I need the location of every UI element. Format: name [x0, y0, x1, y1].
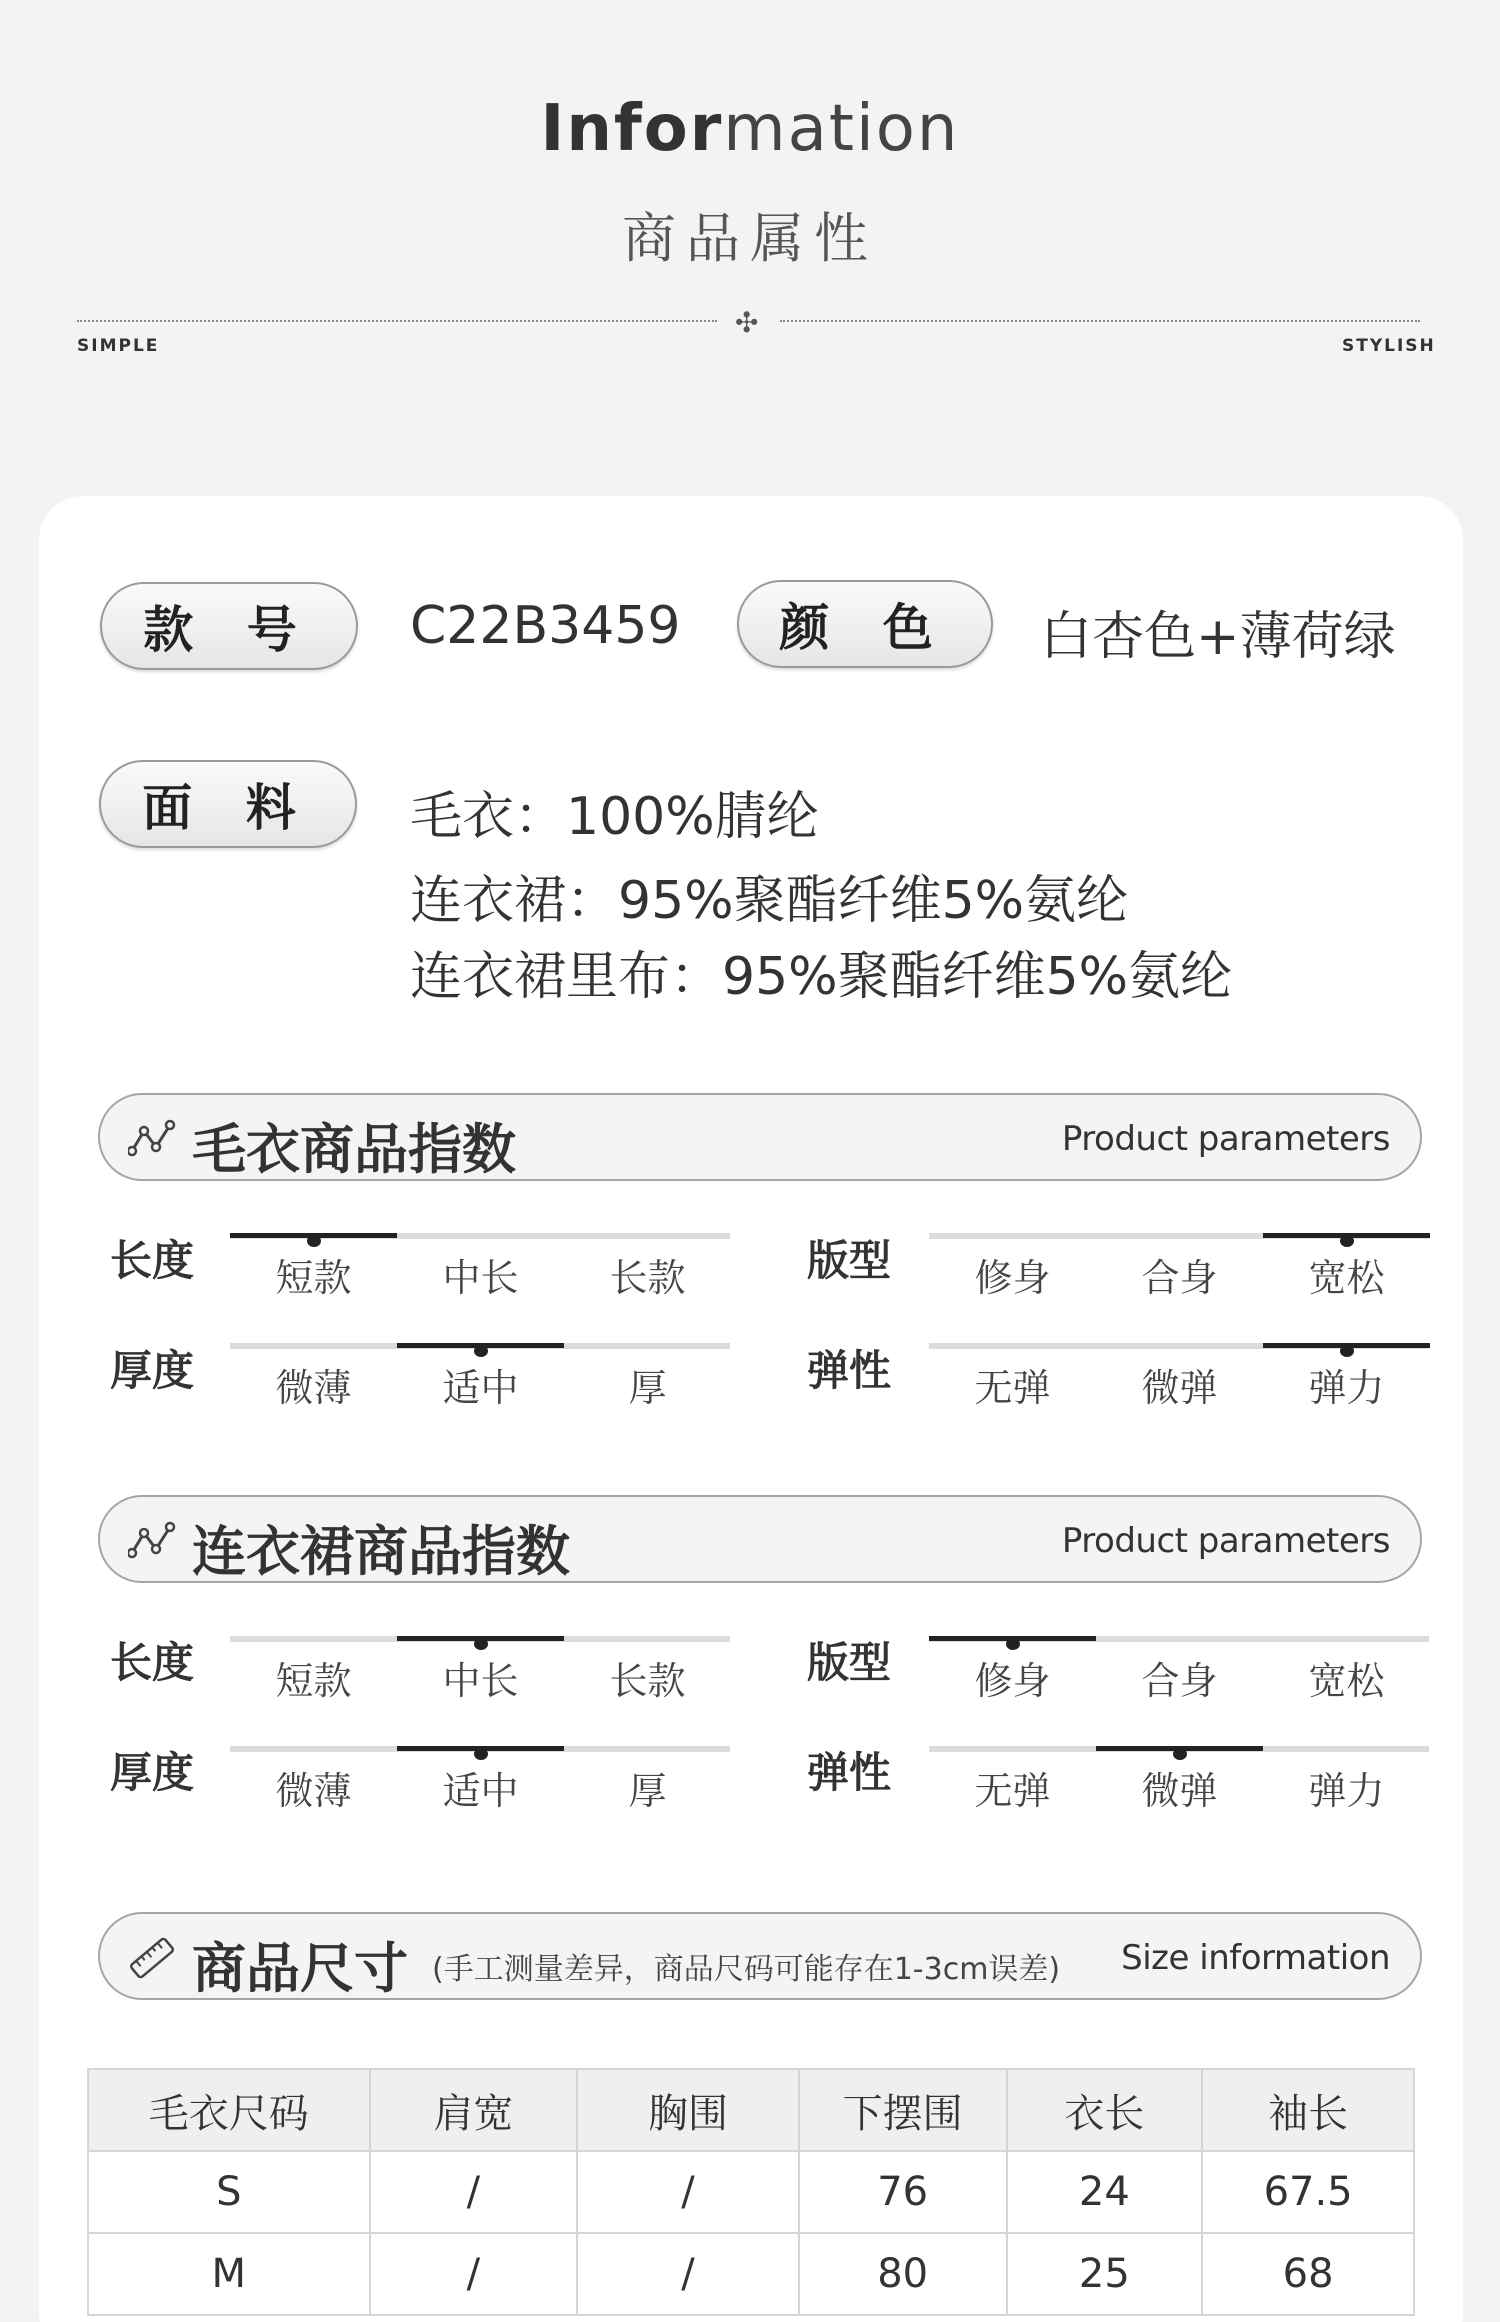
dress-elasticity-label: 弹性: [807, 1748, 892, 1797]
table-cell: 25: [1007, 2233, 1203, 2315]
scale-option: 厚: [628, 1769, 667, 1813]
scale-option: 微薄: [275, 1366, 352, 1410]
dress-params-title: 连衣裙商品指数: [192, 1520, 570, 1583]
scale-option: 弹力: [1308, 1769, 1385, 1813]
fabric-line-2: 连衣裙：95%聚酯纤维5%氨纶: [410, 871, 1129, 931]
dress-elasticity-scale: [929, 1746, 1429, 1813]
size-info-note: (手工测量差异，商品尺码可能存在1-3cm误差): [432, 1952, 1061, 1987]
sweater-elasticity-label: 弹性: [807, 1346, 892, 1395]
size-table: [87, 2068, 1415, 2316]
sweater-params-banner: [98, 1093, 1422, 1181]
table-row: [88, 2151, 1414, 2233]
sweater-params-en: Product parameters: [1061, 1119, 1390, 1159]
scale-option: 合身: [1141, 1659, 1218, 1703]
scale-option: 宽松: [1308, 1256, 1385, 1300]
scale-option: 中长: [442, 1256, 519, 1300]
table-row: [88, 2233, 1414, 2315]
size-info-title: 商品尺寸: [192, 1937, 408, 2000]
dress-fit-label: 版型: [807, 1638, 892, 1687]
table-cell: 68: [1202, 2233, 1414, 2315]
scale-option: 微弹: [1141, 1769, 1218, 1813]
table-cell: 24: [1007, 2151, 1203, 2233]
scale-option: 无弹: [974, 1366, 1051, 1410]
sweater-params-title: 毛衣商品指数: [192, 1118, 516, 1181]
table-cell: 80: [799, 2233, 1007, 2315]
page-subtitle: 商品属性: [622, 207, 878, 270]
tag-stylish: STYLISH: [1342, 336, 1436, 356]
fabric-line-1: 毛衣：100%腈纶: [410, 787, 819, 847]
fabric-line-3: 连衣裙里布：95%聚酯纤维5%氨纶: [410, 947, 1233, 1007]
dress-fit-scale: [929, 1636, 1429, 1703]
table-cell: /: [577, 2151, 799, 2233]
dress-params-en: Product parameters: [1061, 1521, 1390, 1561]
scale-option: 长款: [609, 1256, 686, 1300]
table-cell: 76: [799, 2151, 1007, 2233]
title-bold-part: Infor: [540, 92, 724, 166]
style-label: 款 号: [100, 582, 358, 670]
table-header-row: [88, 2069, 1414, 2151]
size-info-banner: [98, 1912, 1422, 2000]
scale-option: 适中: [442, 1366, 519, 1410]
dress-thickness-scale: [230, 1746, 730, 1813]
table-cell: 67.5: [1202, 2151, 1414, 2233]
trend-line-icon: [128, 1519, 176, 1563]
scale-option: 适中: [442, 1769, 519, 1813]
color-value: 白杏色+薄荷绿: [1040, 607, 1396, 667]
trend-line-icon: [128, 1117, 176, 1161]
scale-option: 厚: [628, 1366, 667, 1410]
dress-params-banner: [98, 1495, 1422, 1583]
table-cell: S: [88, 2151, 370, 2233]
divider-left: [77, 320, 717, 322]
table-cell: /: [577, 2233, 799, 2315]
scale-option: 微弹: [1141, 1366, 1218, 1410]
scale-option: 中长: [442, 1659, 519, 1703]
selected-marker-dot: [474, 1638, 488, 1650]
fabric-label: 面 料: [99, 760, 357, 848]
selected-marker-dot: [1006, 1638, 1020, 1650]
col-header-shoulder: 肩宽: [370, 2069, 578, 2151]
sweater-elasticity-scale: [929, 1343, 1429, 1410]
color-label: 颜 色: [737, 580, 993, 668]
page-title: [0, 92, 1500, 166]
col-header-sleeve: 袖长: [1202, 2069, 1414, 2151]
table-cell: /: [370, 2151, 578, 2233]
scale-option: 长款: [609, 1659, 686, 1703]
selected-marker-dot: [474, 1345, 488, 1357]
col-header-size: 毛衣尺码: [88, 2069, 370, 2151]
scale-option: 修身: [974, 1659, 1051, 1703]
scale-option: 微薄: [275, 1769, 352, 1813]
scale-option: 合身: [1141, 1256, 1218, 1300]
tag-simple: SIMPLE: [77, 336, 160, 356]
selected-marker-dot: [307, 1235, 321, 1247]
cross-icon: ✣: [735, 306, 759, 339]
col-header-chest: 胸围: [577, 2069, 799, 2151]
sweater-thickness-label: 厚度: [110, 1346, 195, 1395]
dress-length-label: 长度: [110, 1638, 195, 1687]
ruler-icon: [128, 1936, 176, 1980]
sweater-fit-scale: [929, 1233, 1429, 1300]
scale-option: 修身: [974, 1256, 1051, 1300]
dress-thickness-label: 厚度: [110, 1748, 195, 1797]
selected-marker-dot: [1340, 1235, 1354, 1247]
divider-right: [780, 320, 1420, 322]
sweater-length-scale: [230, 1233, 730, 1300]
selected-marker-dot: [474, 1748, 488, 1760]
col-header-hem: 下摆围: [799, 2069, 1007, 2151]
scale-option: 宽松: [1308, 1659, 1385, 1703]
table-cell: /: [370, 2233, 578, 2315]
col-header-length: 衣长: [1007, 2069, 1203, 2151]
selected-marker-dot: [1340, 1345, 1354, 1357]
scale-option: 短款: [275, 1659, 352, 1703]
title-rest-part: mation: [723, 92, 960, 166]
selected-marker-dot: [1173, 1748, 1187, 1760]
sweater-length-label: 长度: [110, 1236, 195, 1285]
scale-option: 无弹: [974, 1769, 1051, 1813]
sweater-fit-label: 版型: [807, 1236, 892, 1285]
sweater-thickness-scale: [230, 1343, 730, 1410]
scale-option: 短款: [275, 1256, 352, 1300]
scale-option: 弹力: [1308, 1366, 1385, 1410]
table-cell: M: [88, 2233, 370, 2315]
dress-length-scale: [230, 1636, 730, 1703]
size-info-en: Size information: [1121, 1938, 1390, 1978]
style-value: C22B3459: [410, 596, 681, 656]
